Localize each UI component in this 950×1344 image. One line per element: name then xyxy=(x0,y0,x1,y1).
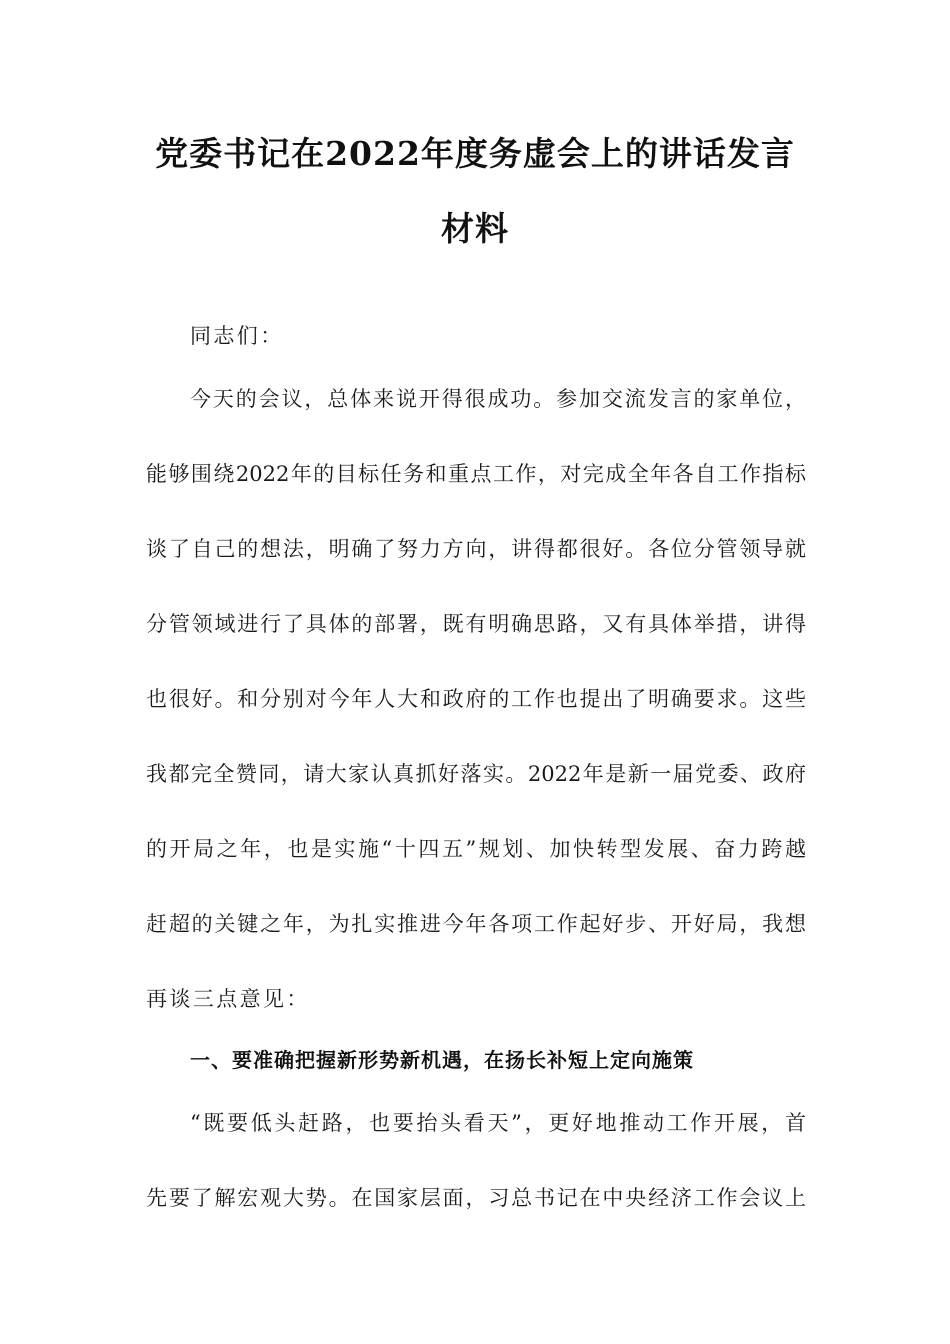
section-heading-1: 一、要准确把握新形势新机遇，在扬长补短上定向施策 xyxy=(190,1048,694,1072)
document-title-line-2: 材料 xyxy=(441,209,509,248)
paragraph-line: 也很好。和分别对今年人大和政府的工作也提出了明确要求。这些 xyxy=(146,687,806,711)
paragraph-line: 先要了解宏观大势。在国家层面，习总书记在中央经济工作会议上 xyxy=(146,1186,806,1210)
paragraph-line: 的开局之年，也是实施“十四五”规划、加快转型发展、奋力跨越 xyxy=(146,837,806,861)
paragraph-line: 能够围绕2022年的目标任务和重点工作，对完成全年各自工作指标 xyxy=(146,462,806,486)
paragraph-line: 今天的会议，总体来说开得很成功。参加交流发言的家单位， xyxy=(190,387,806,411)
salutation: 同志们： xyxy=(190,324,284,348)
paragraph-line: 再谈三点意见： xyxy=(146,987,310,1011)
paragraph-line: “既要低头赶路，也要抬头看天”，更好地推动工作开展，首 xyxy=(190,1111,806,1135)
paragraph-line: 我都完全赞同，请大家认真抓好落实。2022年是新一届党委、政府 xyxy=(146,762,806,786)
paragraph-line: 赶超的关键之年，为扎实推进今年各项工作起好步、开好局，我想 xyxy=(146,912,806,936)
paragraph-line: 谈了自己的想法，明确了努力方向，讲得都很好。各位分管领导就 xyxy=(146,537,806,561)
document-title-line-1: 党委书记在2022年度务虚会上的讲话发言 xyxy=(155,134,795,173)
paragraph-line: 分管领域进行了具体的部署，既有明确思路，又有具体举措，讲得 xyxy=(146,612,806,636)
